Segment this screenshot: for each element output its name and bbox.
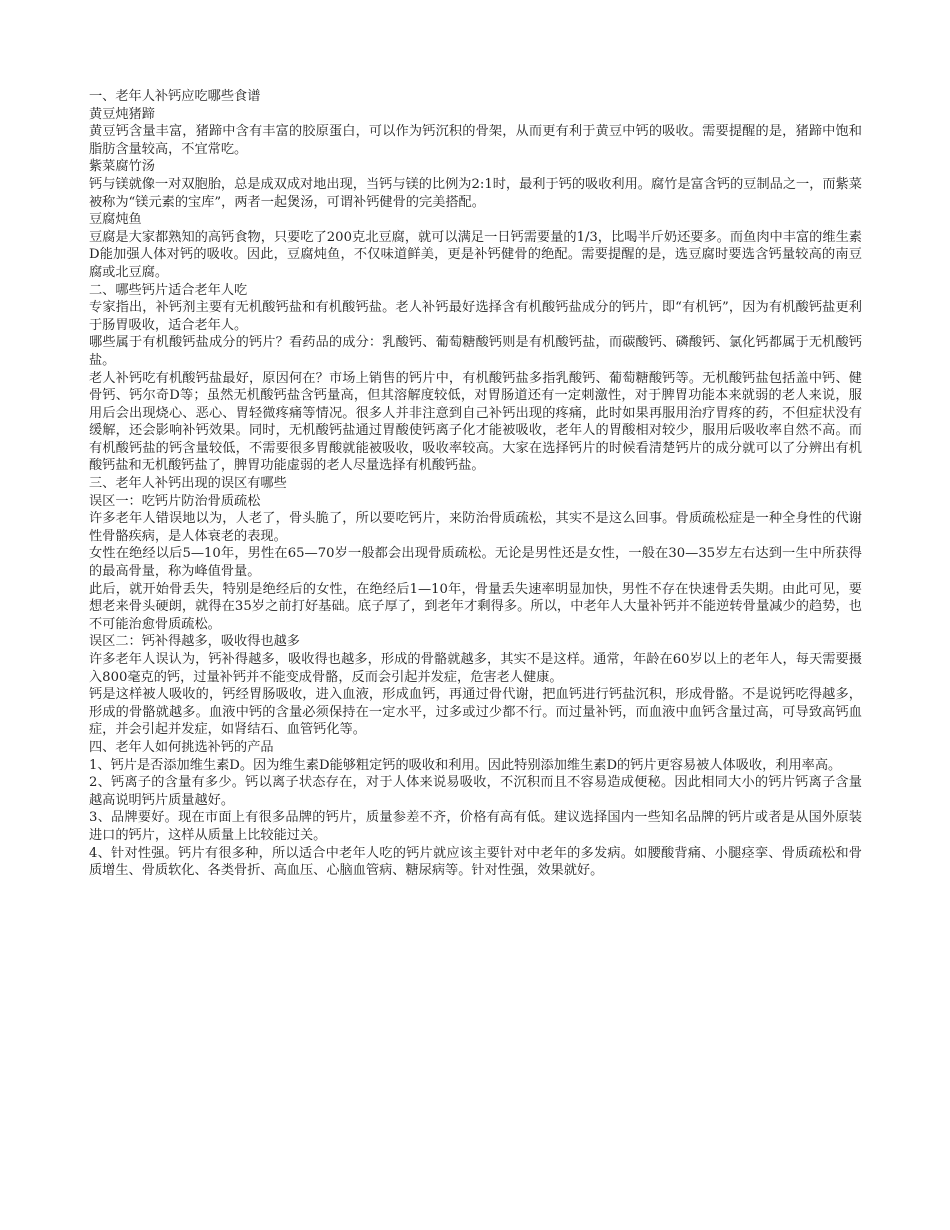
section-heading-4: 四、老年人如何挑选补钙的产品 — [89, 739, 274, 755]
paragraph: 黄豆钙含量丰富，猪蹄中含有丰富的胶原蛋白，可以作为钙沉积的骨架，从而更有利于黄豆中钙的吸收。需要提醒的是，猪蹄中饱和脂肪含量较高，不宜常吃。 — [89, 124, 862, 157]
subheading-myth-2: 误区二：钙补得越多，吸收得也越多 — [89, 634, 300, 650]
paragraph: 哪些属于有机酸钙盐成分的钙片？看药品的成分：乳酸钙、葡萄糖酸钙则是有机酸钙盐，而碳酸钙、磷酸钙、氯化钙都属于无机酸钙盐。 — [89, 335, 862, 368]
list-item: 4、针对性强。钙片有很多种，所以适合中老年人吃的钙片就应该主要针对中老年的多发病。如腰酸背痛、小腿痉挛、骨质疏松和骨质增生、骨质软化、各类骨折、高血压、心脑血管病、糖尿病等。针对性强，效果就好。 — [89, 845, 862, 879]
list-item: 2、钙离子的含量有多少。钙以离子状态存在，对于人体来说易吸收，不沉积而且不容易造成便秘。因此相同大小的钙片钙离子含量越高说明钙片质量越好。 — [89, 775, 862, 808]
section-heading-2: 二、哪些钙片适合老年人吃 — [89, 282, 248, 298]
document-body — [89, 88, 862, 880]
subheading-myth-1: 误区一：吃钙片防治骨质疏松 — [89, 493, 261, 509]
list-item: 1、钙片是否添加维生素D。因为维生素D能够粗定钙的吸收和利用。因此特别添加维生素D的钙片更容易被人体吸收，利用率高。 — [89, 757, 842, 773]
list-item: 3、品牌要好。现在市面上有很多品牌的钙片，质量参差不齐，价格有高有低。建议选择国内一些知名品牌的钙片或者是从国外原装进口的钙片，这样从质量上比较能过关。 — [89, 810, 862, 843]
paragraph: 专家指出，补钙剂主要有无机酸钙盐和有机酸钙盐。老人补钙最好选择含有机酸钙盐成分的钙片，即“有机钙”，因为有机酸钙盐更利于肠胃吸收，适合老年人。 — [89, 300, 862, 333]
section-heading-3: 三、老年人补钙出现的误区有哪些 — [89, 476, 287, 492]
recipe-title-1: 黄豆炖猪蹄 — [89, 106, 155, 122]
section-heading-1: 一、老年人补钙应吃哪些食谱 — [89, 89, 261, 104]
paragraph: 许多老年人误认为，钙补得越多，吸收得也越多，形成的骨骼就越多，其实不是这样。通常，年龄在60岁以上的老年人，每天需要摄入800毫克的钙，过量补钙并不能变成骨骼，反而会引起并发症，危害老人健康。 — [89, 652, 862, 685]
paragraph: 豆腐是大家都熟知的高钙食物，只要吃了200克北豆腐，就可以满足一日钙需要量的1/3，比喝半斤奶还要多。而鱼肉中丰富的维生素D能加强人体对钙的吸收。因此，豆腐炖鱼，不仅味道鲜美，更是补钙健骨的绝配。需要提醒的是，选豆腐时要选含钙量较高的南豆腐或北豆腐。 — [89, 229, 862, 280]
recipe-title-3: 豆腐炖鱼 — [89, 212, 142, 228]
paragraph: 女性在绝经以后5—10年，男性在65—70岁一般都会出现骨质疏松。无论是男性还是女性，一般在30—35岁左右达到一生中所获得的最高骨量，称为峰值骨量。 — [89, 546, 862, 580]
paragraph: 此后，就开始骨丢失，特别是绝经后的女性，在绝经后1—10年，骨量丢失速率明显加快，男性不存在快速骨丢失期。由此可见，要想老来骨头硬朗，就得在35岁之前打好基础。底子厚了，到老年才剩得多。所以，中老年人大量补钙并不能逆转骨量减少的趋势，也不可能治愈骨质疏松。 — [89, 581, 862, 632]
paragraph: 钙与镁就像一对双胞胎，总是成双成对地出现，当钙与镁的比例为2:1时，最利于钙的吸收利用。腐竹是富含钙的豆制品之一，而紫菜被称为“镁元素的宝库”，两者一起煲汤，可谓补钙健骨的完美搭配。 — [89, 176, 862, 210]
paragraph: 钙是这样被人吸收的，钙经胃肠吸收，进入血液，形成血钙，再通过骨代谢，把血钙进行钙盐沉积，形成骨骼。不是说钙吃得越多，形成的骨骼就越多。血液中钙的含量必须保持在一定水平，过多或过少都不行。而过量补钙，而血液中血钙含量过高，可导致高钙血症，并会引起并发症，如肾结石、血管钙化等。 — [89, 687, 862, 738]
paragraph: 老人补钙吃有机酸钙盐最好，原因何在？市场上销售的钙片中，有机酸钙盐多指乳酸钙、葡萄糖酸钙等。无机酸钙盐包括盖中钙、健骨钙、钙尔奇D等；虽然无机酸钙盐含钙量高，但其溶解度较低，对胃肠道还有一定刺激性，对于脾胃功能本来就弱的老人来说，服用后会出现烧心、恶心、胃轻微疼痛等情况。很多人并非注意到自己补钙出现的疼痛，此时如果再服用治疗胃疼的药，不但症状没有缓解，还会影响补钙效果。同时，无机酸钙盐通过胃酸使钙离子化才能被吸收，老年人的胃酸相对较少，服用后吸收率自然不高。而有机酸钙盐的钙含量较低，不需要很多胃酸就能被吸收，吸收率较高。大家在选择钙片的时候看清楚钙片的成分就可以了分辨出有机酸钙盐和无机酸钙盐了，脾胃功能虚弱的老人尽量选择有机酸钙盐。 — [89, 370, 862, 474]
recipe-title-2: 紫菜腐竹汤 — [89, 159, 155, 175]
paragraph: 许多老年人错误地以为，人老了，骨头脆了，所以要吃钙片，来防治骨质疏松，其实不是这么回事。骨质疏松症是一种全身性的代谢性骨骼疾病，是人体衰老的表现。 — [89, 511, 862, 544]
